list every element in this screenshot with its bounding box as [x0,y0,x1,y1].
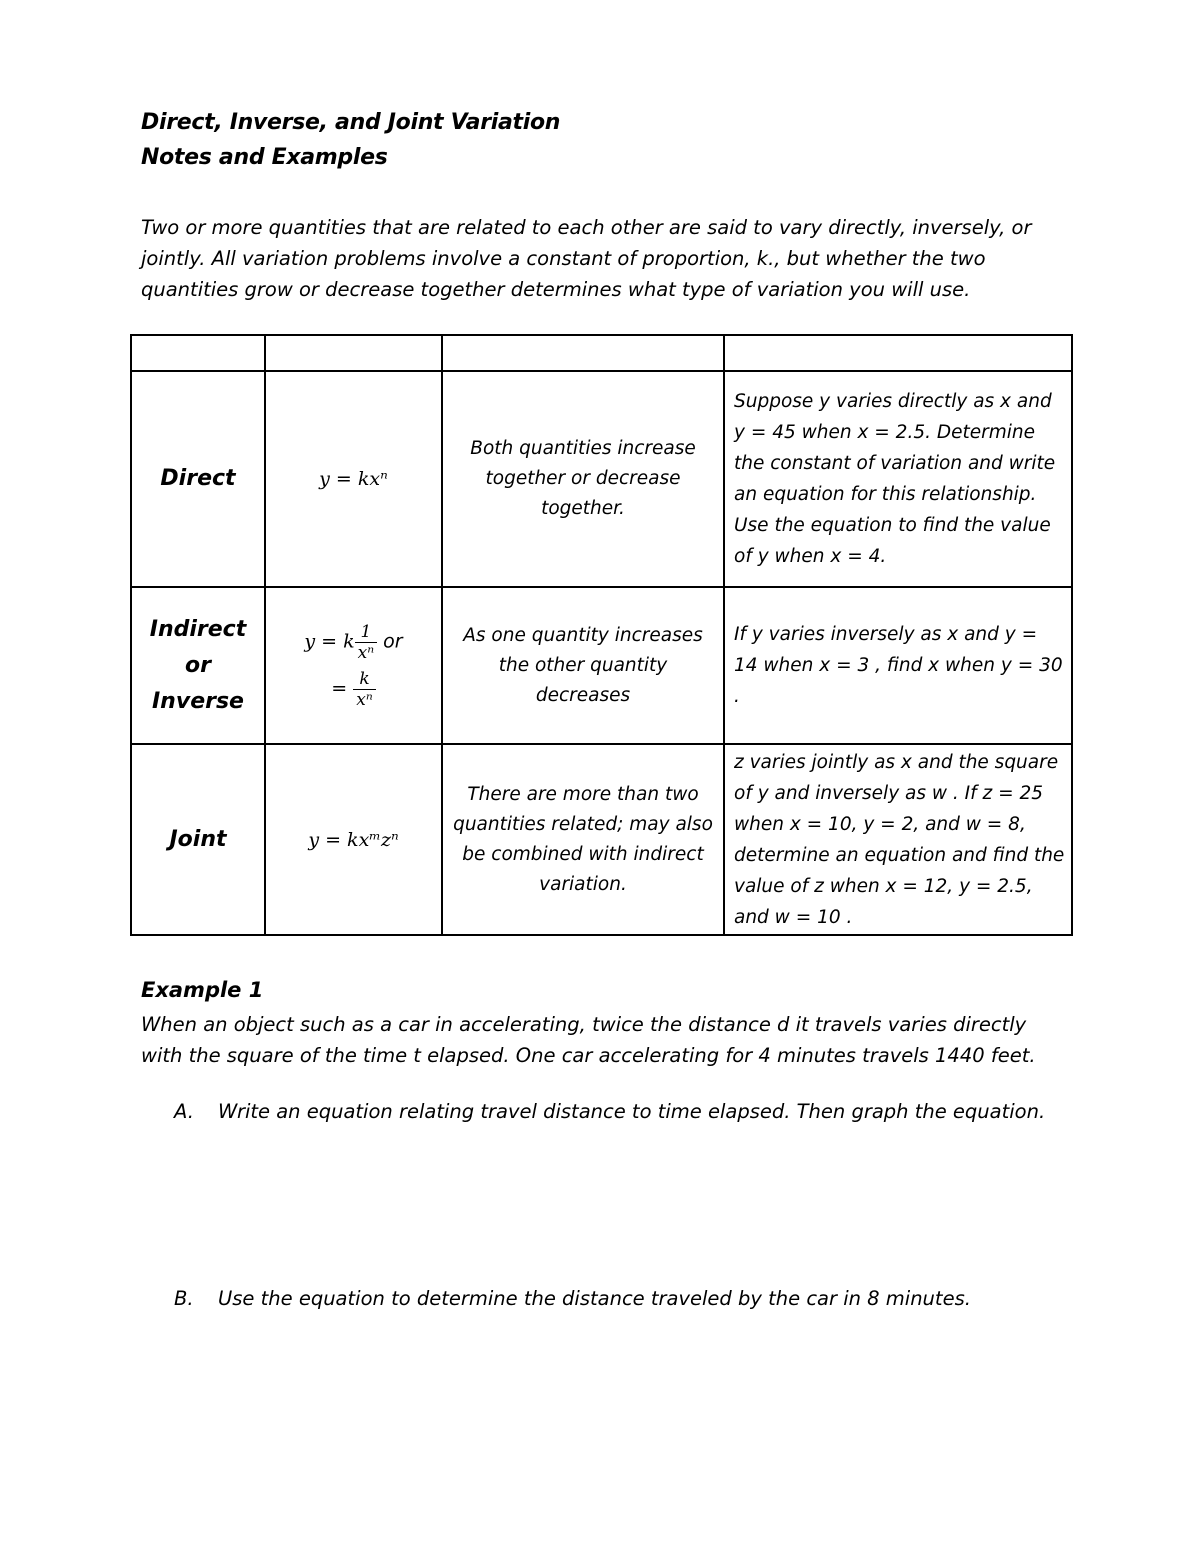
part-label: B. [174,1287,194,1310]
type-line: or [185,652,211,678]
fraction [353,669,375,710]
table-row-inverse [131,587,1072,744]
fraction-numerator: 1 [355,622,377,643]
variation-description: There are more than two quantities related; may also be combined with indirect variation. [442,744,724,935]
table-header-row [131,335,1072,371]
variation-table [130,334,1073,936]
part-text: Use the equation to determine the distance traveled by the car in 8 minutes. [218,1287,971,1310]
variation-equation [265,587,442,744]
table-row-direct [131,371,1072,587]
header-cell [265,335,442,371]
fraction-denominator: xⁿ [357,642,375,663]
variation-type: Direct [131,371,265,587]
type-line: Indirect [149,616,247,642]
example-heading: Example 1 [141,978,264,1002]
variation-description: As one quantity increases the other quantity decreases [442,587,724,744]
fraction-denominator: xⁿ [356,689,373,710]
page-title: Direct, Inverse, and Joint Variation [141,110,561,135]
equation-equals: = [331,677,348,699]
intro-paragraph: Two or more quantities that are related to each other are said to vary directly, inversely, or jointly. All variation problems involve a constant of proportion, k., but whether the two quantities grow or decrease together determines what type of variation you will use. [141,216,1032,301]
variation-equation: y = kxⁿ [265,371,442,587]
variation-equation: y = kxᵐzⁿ [265,744,442,935]
part-b [174,1287,971,1310]
page-subtitle: Notes and Examples [141,145,388,170]
table-row-joint [131,744,1072,935]
variation-type: Joint [131,744,265,935]
header-cell [724,335,1072,371]
variation-example: If y varies inversely as x and y = 14 when x = 3 , find x when y = 30 . [724,587,1072,744]
variation-description: Both quantities increase together or decrease together. [442,371,724,587]
equation-or: or [383,630,403,652]
type-line: Inverse [152,688,244,714]
header-cell [442,335,724,371]
part-label: A. [174,1100,194,1123]
header-cell [131,335,265,371]
variation-example: z varies jointly as x and the square of y and inversely as w . If z = 25 when x = 10, y = 2, and w = 8, determine an equation and find the value of z when x = 12, y = 2.5, and w = 10 . [724,744,1072,935]
part-text: Write an equation relating travel distance to time elapsed. Then graph the equation. [218,1100,1046,1123]
fraction [355,622,377,663]
part-a [174,1100,1045,1123]
example-problem: When an object such as a car in accelerating, twice the distance d it travels varies directly with the square of the time t elapsed. One car accelerating for 4 minutes travels 1440 feet. [141,1013,1036,1067]
equation-line-1 [266,622,441,663]
fraction-numerator: k [353,669,375,690]
equation-lhs: y = k [304,630,355,652]
variation-example: Suppose y varies directly as x and y = 45 when x = 2.5. Determine the constant of variation and write an equation for this relationship. Use the equation to find the value of y when x = 4. [724,371,1072,587]
equation-line-2 [266,669,441,710]
variation-type [131,587,265,744]
